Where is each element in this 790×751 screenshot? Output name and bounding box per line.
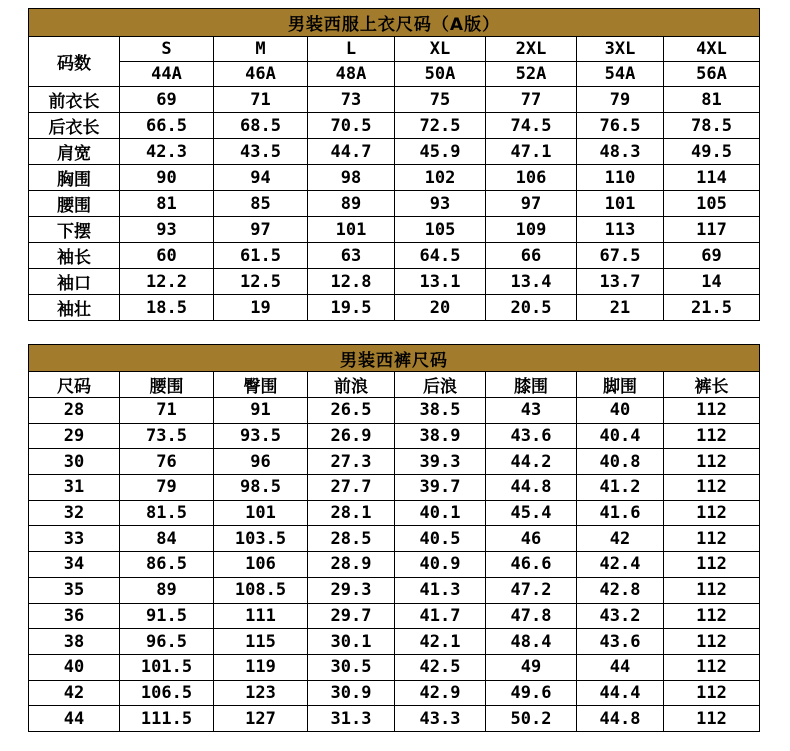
measurement-value: 30.9 <box>308 680 395 706</box>
measurement-value: 43.5 <box>214 139 308 165</box>
measurement-value: 76 <box>120 449 214 475</box>
pants-row <box>29 577 760 603</box>
measurement-value: 47.8 <box>486 603 577 629</box>
measurement-value: 72.5 <box>395 113 486 139</box>
measurement-value: 89 <box>308 191 395 217</box>
measurement-value: 112 <box>664 526 760 552</box>
pants-size-table <box>28 344 760 732</box>
measurement-value: 68.5 <box>214 113 308 139</box>
measurement-value: 112 <box>664 552 760 578</box>
measurement-value: 98 <box>308 165 395 191</box>
measurement-value: 123 <box>214 680 308 706</box>
measurement-label: 前衣长 <box>29 87 120 113</box>
measurement-value: 81 <box>120 191 214 217</box>
measurement-value: 43.2 <box>577 603 664 629</box>
measurement-value: 21.5 <box>664 295 760 321</box>
size-value: 28 <box>29 398 120 424</box>
pants-table-title: 男装西裤尺码 <box>29 345 760 372</box>
jacket-table-title: 男装西服上衣尺码（A版） <box>29 9 760 37</box>
measurement-value: 45.9 <box>395 139 486 165</box>
measurement-value: 44.8 <box>486 475 577 501</box>
measurement-value: 86.5 <box>120 552 214 578</box>
measurement-value: 81 <box>664 87 760 113</box>
size-value: 31 <box>29 475 120 501</box>
measurement-value: 31.3 <box>308 706 395 732</box>
measurement-label: 袖壮 <box>29 295 120 321</box>
measurement-value: 111.5 <box>120 706 214 732</box>
measurement-value: 42.9 <box>395 680 486 706</box>
jacket-row <box>29 295 760 321</box>
measurement-value: 19.5 <box>308 295 395 321</box>
pants-row <box>29 552 760 578</box>
measurement-value: 115 <box>214 629 308 655</box>
measurement-value: 93 <box>395 191 486 217</box>
jacket-row <box>29 87 760 113</box>
jacket-row <box>29 191 760 217</box>
column-header: 膝围 <box>486 372 577 398</box>
measurement-value: 69 <box>120 87 214 113</box>
size-letter: 4XL <box>664 37 760 62</box>
measurement-value: 26.5 <box>308 398 395 424</box>
pants-row <box>29 603 760 629</box>
measurement-value: 39.3 <box>395 449 486 475</box>
measurement-value: 49 <box>486 654 577 680</box>
measurement-value: 40 <box>577 398 664 424</box>
size-value: 42 <box>29 680 120 706</box>
column-header: 前浪 <box>308 372 395 398</box>
measurement-value: 69 <box>664 243 760 269</box>
measurement-value: 44 <box>577 654 664 680</box>
measurement-value: 13.1 <box>395 269 486 295</box>
measurement-value: 96.5 <box>120 629 214 655</box>
measurement-value: 106.5 <box>120 680 214 706</box>
jacket-row <box>29 217 760 243</box>
measurement-value: 41.3 <box>395 577 486 603</box>
measurement-value: 47.1 <box>486 139 577 165</box>
size-code: 50A <box>395 62 486 87</box>
size-letter: 2XL <box>486 37 577 62</box>
measurement-value: 75 <box>395 87 486 113</box>
measurement-value: 44.7 <box>308 139 395 165</box>
measurement-value: 41.7 <box>395 603 486 629</box>
measurement-value: 112 <box>664 680 760 706</box>
jacket-row <box>29 269 760 295</box>
measurement-value: 93.5 <box>214 423 308 449</box>
measurement-value: 84 <box>120 526 214 552</box>
pants-row <box>29 654 760 680</box>
measurement-value: 74.5 <box>486 113 577 139</box>
pants-row <box>29 475 760 501</box>
measurement-value: 102 <box>395 165 486 191</box>
size-code: 56A <box>664 62 760 87</box>
measurement-value: 101.5 <box>120 654 214 680</box>
pants-row <box>29 398 760 424</box>
measurement-value: 77 <box>486 87 577 113</box>
measurement-value: 29.3 <box>308 577 395 603</box>
measurement-value: 112 <box>664 706 760 732</box>
measurement-value: 127 <box>214 706 308 732</box>
size-letter: L <box>308 37 395 62</box>
measurement-value: 79 <box>120 475 214 501</box>
pants-row <box>29 629 760 655</box>
measurement-value: 48.3 <box>577 139 664 165</box>
measurement-value: 46 <box>486 526 577 552</box>
size-value: 34 <box>29 552 120 578</box>
measurement-value: 40.4 <box>577 423 664 449</box>
measurement-value: 66.5 <box>120 113 214 139</box>
measurement-value: 41.2 <box>577 475 664 501</box>
measurement-value: 40.5 <box>395 526 486 552</box>
measurement-value: 78.5 <box>664 113 760 139</box>
measurement-label: 肩宽 <box>29 139 120 165</box>
measurement-value: 93 <box>120 217 214 243</box>
pants-row <box>29 500 760 526</box>
size-header-label: 码数 <box>29 37 120 87</box>
measurement-value: 101 <box>214 500 308 526</box>
measurement-value: 40.1 <box>395 500 486 526</box>
column-header: 腰围 <box>120 372 214 398</box>
measurement-value: 40.9 <box>395 552 486 578</box>
measurement-value: 41.6 <box>577 500 664 526</box>
measurement-value: 112 <box>664 475 760 501</box>
measurement-value: 13.4 <box>486 269 577 295</box>
measurement-value: 19 <box>214 295 308 321</box>
measurement-value: 50.2 <box>486 706 577 732</box>
measurement-value: 98.5 <box>214 475 308 501</box>
pants-row <box>29 526 760 552</box>
measurement-value: 12.8 <box>308 269 395 295</box>
measurement-value: 39.7 <box>395 475 486 501</box>
size-value: 30 <box>29 449 120 475</box>
measurement-value: 61.5 <box>214 243 308 269</box>
column-header: 后浪 <box>395 372 486 398</box>
size-code: 54A <box>577 62 664 87</box>
measurement-value: 20.5 <box>486 295 577 321</box>
measurement-value: 46.6 <box>486 552 577 578</box>
measurement-value: 101 <box>577 191 664 217</box>
measurement-value: 90 <box>120 165 214 191</box>
measurement-value: 106 <box>486 165 577 191</box>
measurement-value: 29.7 <box>308 603 395 629</box>
measurement-value: 112 <box>664 398 760 424</box>
measurement-value: 30.5 <box>308 654 395 680</box>
size-value: 38 <box>29 629 120 655</box>
measurement-value: 105 <box>395 217 486 243</box>
measurement-value: 73 <box>308 87 395 113</box>
pants-header-row <box>29 372 760 398</box>
measurement-value: 42 <box>577 526 664 552</box>
measurement-label: 后衣长 <box>29 113 120 139</box>
measurement-value: 96 <box>214 449 308 475</box>
size-code: 46A <box>214 62 308 87</box>
measurement-value: 112 <box>664 449 760 475</box>
measurement-label: 胸围 <box>29 165 120 191</box>
size-value: 33 <box>29 526 120 552</box>
measurement-value: 101 <box>308 217 395 243</box>
measurement-value: 109 <box>486 217 577 243</box>
measurement-value: 44.2 <box>486 449 577 475</box>
measurement-value: 106 <box>214 552 308 578</box>
measurement-value: 119 <box>214 654 308 680</box>
measurement-value: 12.2 <box>120 269 214 295</box>
measurement-value: 49.5 <box>664 139 760 165</box>
measurement-value: 91 <box>214 398 308 424</box>
measurement-label: 腰围 <box>29 191 120 217</box>
jacket-row <box>29 139 760 165</box>
size-value: 40 <box>29 654 120 680</box>
measurement-value: 110 <box>577 165 664 191</box>
measurement-value: 27.7 <box>308 475 395 501</box>
measurement-value: 103.5 <box>214 526 308 552</box>
measurement-value: 28.9 <box>308 552 395 578</box>
measurement-value: 20 <box>395 295 486 321</box>
column-header: 臀围 <box>214 372 308 398</box>
measurement-value: 18.5 <box>120 295 214 321</box>
measurement-value: 113 <box>577 217 664 243</box>
measurement-value: 112 <box>664 603 760 629</box>
size-value: 35 <box>29 577 120 603</box>
measurement-value: 28.5 <box>308 526 395 552</box>
measurement-value: 27.3 <box>308 449 395 475</box>
measurement-value: 14 <box>664 269 760 295</box>
measurement-value: 28.1 <box>308 500 395 526</box>
pants-row <box>29 449 760 475</box>
measurement-value: 66 <box>486 243 577 269</box>
measurement-label: 下摆 <box>29 217 120 243</box>
measurement-value: 112 <box>664 629 760 655</box>
measurement-value: 111 <box>214 603 308 629</box>
pants-row <box>29 706 760 732</box>
measurement-value: 81.5 <box>120 500 214 526</box>
measurement-value: 89 <box>120 577 214 603</box>
measurement-value: 91.5 <box>120 603 214 629</box>
measurement-value: 42.5 <box>395 654 486 680</box>
measurement-value: 112 <box>664 500 760 526</box>
pants-row <box>29 680 760 706</box>
measurement-value: 43.3 <box>395 706 486 732</box>
jacket-row <box>29 243 760 269</box>
measurement-value: 105 <box>664 191 760 217</box>
measurement-value: 108.5 <box>214 577 308 603</box>
measurement-value: 13.7 <box>577 269 664 295</box>
size-letter: XL <box>395 37 486 62</box>
measurement-value: 112 <box>664 423 760 449</box>
measurement-value: 43 <box>486 398 577 424</box>
size-letter: S <box>120 37 214 62</box>
measurement-value: 85 <box>214 191 308 217</box>
measurement-value: 38.5 <box>395 398 486 424</box>
size-value: 44 <box>29 706 120 732</box>
jacket-row <box>29 113 760 139</box>
size-value: 36 <box>29 603 120 629</box>
measurement-value: 42.3 <box>120 139 214 165</box>
measurement-value: 47.2 <box>486 577 577 603</box>
measurement-value: 79 <box>577 87 664 113</box>
measurement-value: 26.9 <box>308 423 395 449</box>
measurement-value: 73.5 <box>120 423 214 449</box>
measurement-label: 袖长 <box>29 243 120 269</box>
measurement-value: 42.1 <box>395 629 486 655</box>
size-value: 29 <box>29 423 120 449</box>
measurement-value: 94 <box>214 165 308 191</box>
measurement-value: 44.8 <box>577 706 664 732</box>
measurement-value: 70.5 <box>308 113 395 139</box>
column-header: 脚围 <box>577 372 664 398</box>
measurement-value: 21 <box>577 295 664 321</box>
measurement-value: 64.5 <box>395 243 486 269</box>
measurement-value: 114 <box>664 165 760 191</box>
measurement-value: 44.4 <box>577 680 664 706</box>
measurement-value: 112 <box>664 577 760 603</box>
measurement-value: 117 <box>664 217 760 243</box>
measurement-value: 112 <box>664 654 760 680</box>
measurement-value: 76.5 <box>577 113 664 139</box>
measurement-value: 43.6 <box>577 629 664 655</box>
measurement-value: 45.4 <box>486 500 577 526</box>
measurement-value: 60 <box>120 243 214 269</box>
measurement-value: 63 <box>308 243 395 269</box>
size-value: 32 <box>29 500 120 526</box>
measurement-value: 67.5 <box>577 243 664 269</box>
size-letter: 3XL <box>577 37 664 62</box>
jacket-row <box>29 165 760 191</box>
measurement-value: 71 <box>214 87 308 113</box>
measurement-value: 12.5 <box>214 269 308 295</box>
size-code: 48A <box>308 62 395 87</box>
measurement-value: 42.4 <box>577 552 664 578</box>
measurement-value: 97 <box>486 191 577 217</box>
column-header: 裤长 <box>664 372 760 398</box>
size-code: 44A <box>120 62 214 87</box>
column-header: 尺码 <box>29 372 120 398</box>
measurement-label: 袖口 <box>29 269 120 295</box>
measurement-value: 30.1 <box>308 629 395 655</box>
measurement-value: 38.9 <box>395 423 486 449</box>
jacket-size-table <box>28 8 760 321</box>
measurement-value: 97 <box>214 217 308 243</box>
pants-row <box>29 423 760 449</box>
size-letter: M <box>214 37 308 62</box>
measurement-value: 49.6 <box>486 680 577 706</box>
measurement-value: 43.6 <box>486 423 577 449</box>
size-code: 52A <box>486 62 577 87</box>
measurement-value: 40.8 <box>577 449 664 475</box>
measurement-value: 71 <box>120 398 214 424</box>
measurement-value: 48.4 <box>486 629 577 655</box>
measurement-value: 42.8 <box>577 577 664 603</box>
